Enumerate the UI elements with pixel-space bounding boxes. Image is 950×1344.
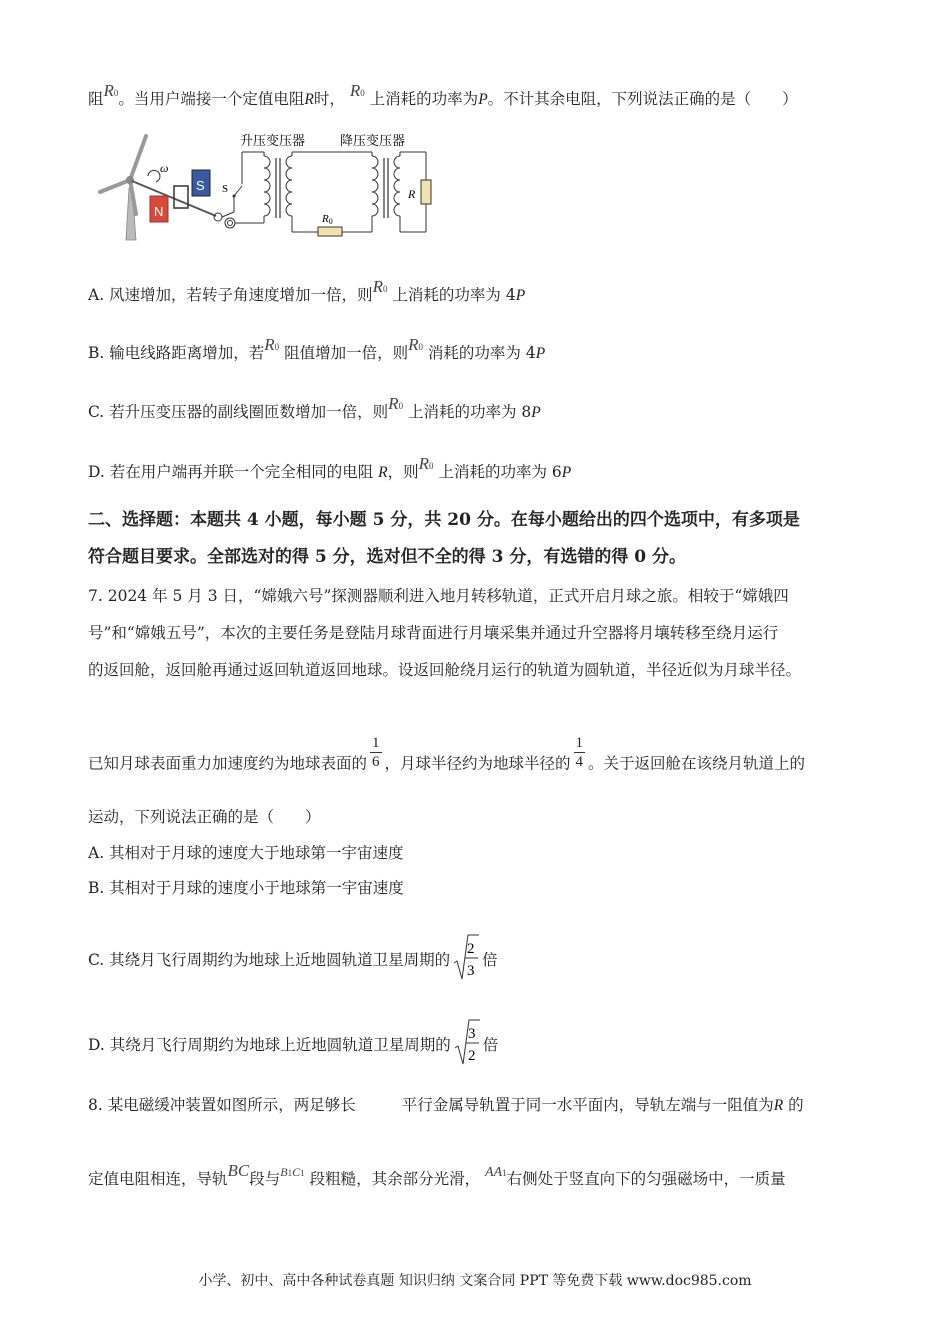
section-2-heading-line1: 二、选择题：本题共 4 小题，每小题 5 分，共 20 分。在每小题给出的四个选项中，有多项是	[88, 510, 800, 530]
step-down-label: 降压变压器	[340, 134, 406, 149]
turbine-blade	[100, 180, 130, 192]
q8-stem-line1: 8. 某电磁缓冲装置如图所示，两足够长 平行金属导轨置于同一水平面内，导轨左端与一阻值为R 的	[88, 1096, 804, 1114]
q8-stem-line2: 定值电阻相连，导轨BC段与$^{B1C1}$ 段粗糙，其余部分光滑， AA1右侧处于竖直向下的匀强磁场中，一质量	[88, 1161, 786, 1188]
q7-option-d: D. 其绕月飞行周期约为地球上近地圆轨道卫星周期的 3 2 倍	[88, 1022, 498, 1070]
q6-option-a: A. 风速增加，若转子角速度增加一倍，则R0 上消耗的功率为 4P	[88, 277, 526, 304]
svg-text:N: N	[154, 204, 164, 219]
sqrt-three-halves	[454, 1018, 480, 1066]
step-down-secondary-coil	[394, 156, 400, 216]
fraction-one-sixth: $\frac{1}{6}$	[372, 735, 380, 770]
load-resistor	[421, 180, 431, 204]
b1c1-symbol: B1C1	[280, 1165, 305, 1179]
load-r-label: R	[408, 187, 416, 201]
sqrt-two-thirds	[453, 933, 479, 981]
switch-label: S	[222, 183, 229, 195]
step-up-label: 升压变压器	[240, 134, 306, 149]
turbine-blade	[130, 136, 146, 180]
step-up-secondary-coil	[286, 156, 292, 216]
svg-text:S: S	[196, 178, 205, 193]
svg-text:3: 3	[467, 1026, 476, 1042]
omega-label: ω	[160, 161, 169, 175]
q7-stem-line2: 号”和“嫦娥五号”，本次的主要任务是登陆月球背面进行月壤采集并通过升空器将月壤转移至绕月运行	[88, 624, 779, 642]
q7-option-c: C. 其绕月飞行周期约为地球上近地圆轨道卫星周期的 2 3 倍	[88, 937, 498, 985]
svg-text:2: 2	[467, 941, 475, 957]
q7-option-a: A. 其相对于月球的速度大于地球第一宇宙速度	[88, 844, 404, 862]
svg-text:3: 3	[467, 963, 475, 979]
q6-option-c: C. 若升压变压器的副线圈匝数增加一倍，则R0 上消耗的功率为 8P	[88, 394, 541, 421]
q7-stem-line4: 已知月球表面重力加速度约为地球表面的 $\frac{1}{6}$ ，月球半径约为地球半径的 $\frac{1}{4}$ 。关于返回舱在该绕月轨道上的	[88, 735, 806, 773]
page-footer: 小学、初中、高中各种试卷真题 知识归纳 文案合同 PPT 等免费下载 www.doc985.com	[198, 1273, 752, 1289]
r0-symbol: R0	[103, 81, 119, 100]
q6-option-d: D. 若在用户端再并联一个完全相同的电阻 R，则R0 上消耗的功率为 6P	[88, 454, 572, 481]
svg-text:2: 2	[467, 1048, 476, 1064]
q7-stem-line1: 7. 2024 年 5 月 3 日，“嫦娥六号”探测器顺利进入地月转移轨道，正式开启月球之旅。相较于“嫦娥四	[88, 587, 789, 605]
transformer-circuit-figure	[96, 128, 441, 246]
q7-stem-line3: 的返回舱，返回舱再通过返回轨道返回地球。设返回舱绕月运行的轨道为圆轨道，半径近似为月球半径。	[88, 661, 802, 679]
step-up-primary-coil	[264, 156, 270, 216]
bc-symbol: BC	[227, 1161, 250, 1180]
q7-option-b: B. 其相对于月球的速度小于地球第一宇宙速度	[88, 879, 404, 897]
r0-label: R0	[322, 213, 333, 226]
armature-coil	[174, 186, 188, 208]
r0-symbol: R0	[349, 81, 365, 100]
q6-stem: 阻R0。当用户端接一个定值电阻R时， R0 上消耗的功率为P。不计其余电阻，下列说法正确的是（ ）	[88, 81, 798, 108]
step-down-primary-coil	[372, 156, 378, 216]
q7-stem-line5: 运动，下列说法正确的是（ ）	[88, 808, 321, 826]
section-2-heading-line2: 符合题目要求。全部选对的得 5 分，选对但不全的得 3 分，有选错的得 0 分。	[88, 547, 686, 567]
r0-resistor	[318, 227, 342, 236]
fraction-one-quarter: $\frac{1}{4}$	[575, 735, 584, 770]
q6-option-b: B. 输电线路距离增加，若R0 阻值增加一倍，则R0 消耗的功率为 4P	[88, 335, 546, 362]
aa1-symbol: AA1	[485, 1165, 507, 1180]
